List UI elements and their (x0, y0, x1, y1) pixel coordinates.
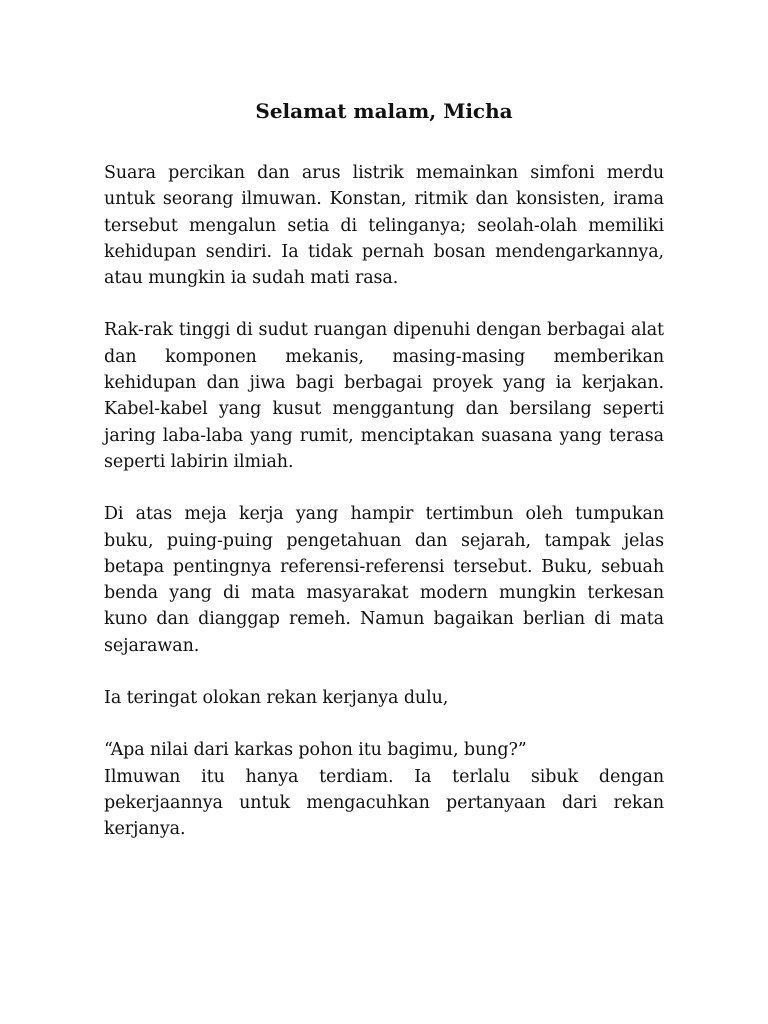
paragraph-2: Rak-rak tinggi di sudut ruangan dipenuhi dengan berbagai alat dan komponen mekanis, masing-masing memberikan kehidupan dan jiwa bagi berbagai proyek yang ia kerjakan. Kabel-kabel yang kusut menggantung dan bersilang seperti jaring laba-laba yang rumit, menciptakan suasana yang terasa seperti labirin ilmiah. (104, 320, 664, 472)
paragraph-4: Ia teringat olokan rekan kerjanya dulu, (104, 688, 449, 709)
paragraph-3: Di atas meja kerja yang hampir tertimbun oleh tumpukan buku, puing-puing pengetahuan dan sejarah, tampak jelas betapa pentingnya referensi-referensi tersebut. Buku, sebuah benda yang di mata masyarakat modern mungkin terkesan kuno dan dianggap remeh. Namun bagaikan berlian di mata sejarawan. (104, 504, 664, 656)
dialogue-quote: “Apa nilai dari karkas pohon itu bagimu, bung?” (104, 740, 527, 761)
paragraph-1: Suara percikan dan arus listrik memainkan simfoni merdu untuk seorang ilmuwan. Konstan, ritmik dan konsisten, irama tersebut mengalun setia di telinganya; seolah-olah memiliki kehidupan sendiri. Ia tidak pernah bosan mendengarkannya, atau mungkin ia sudah mati rasa. (104, 163, 664, 289)
closing-paragraph: Ilmuwan itu hanya terdiam. Ia terlalu sibuk dengan pekerjaannya untuk mengacuhkan pertanyaan dari rekan kerjanya. (104, 766, 664, 840)
document-page (104, 96, 664, 843)
document-title: Selamat malam, Micha (255, 99, 513, 123)
